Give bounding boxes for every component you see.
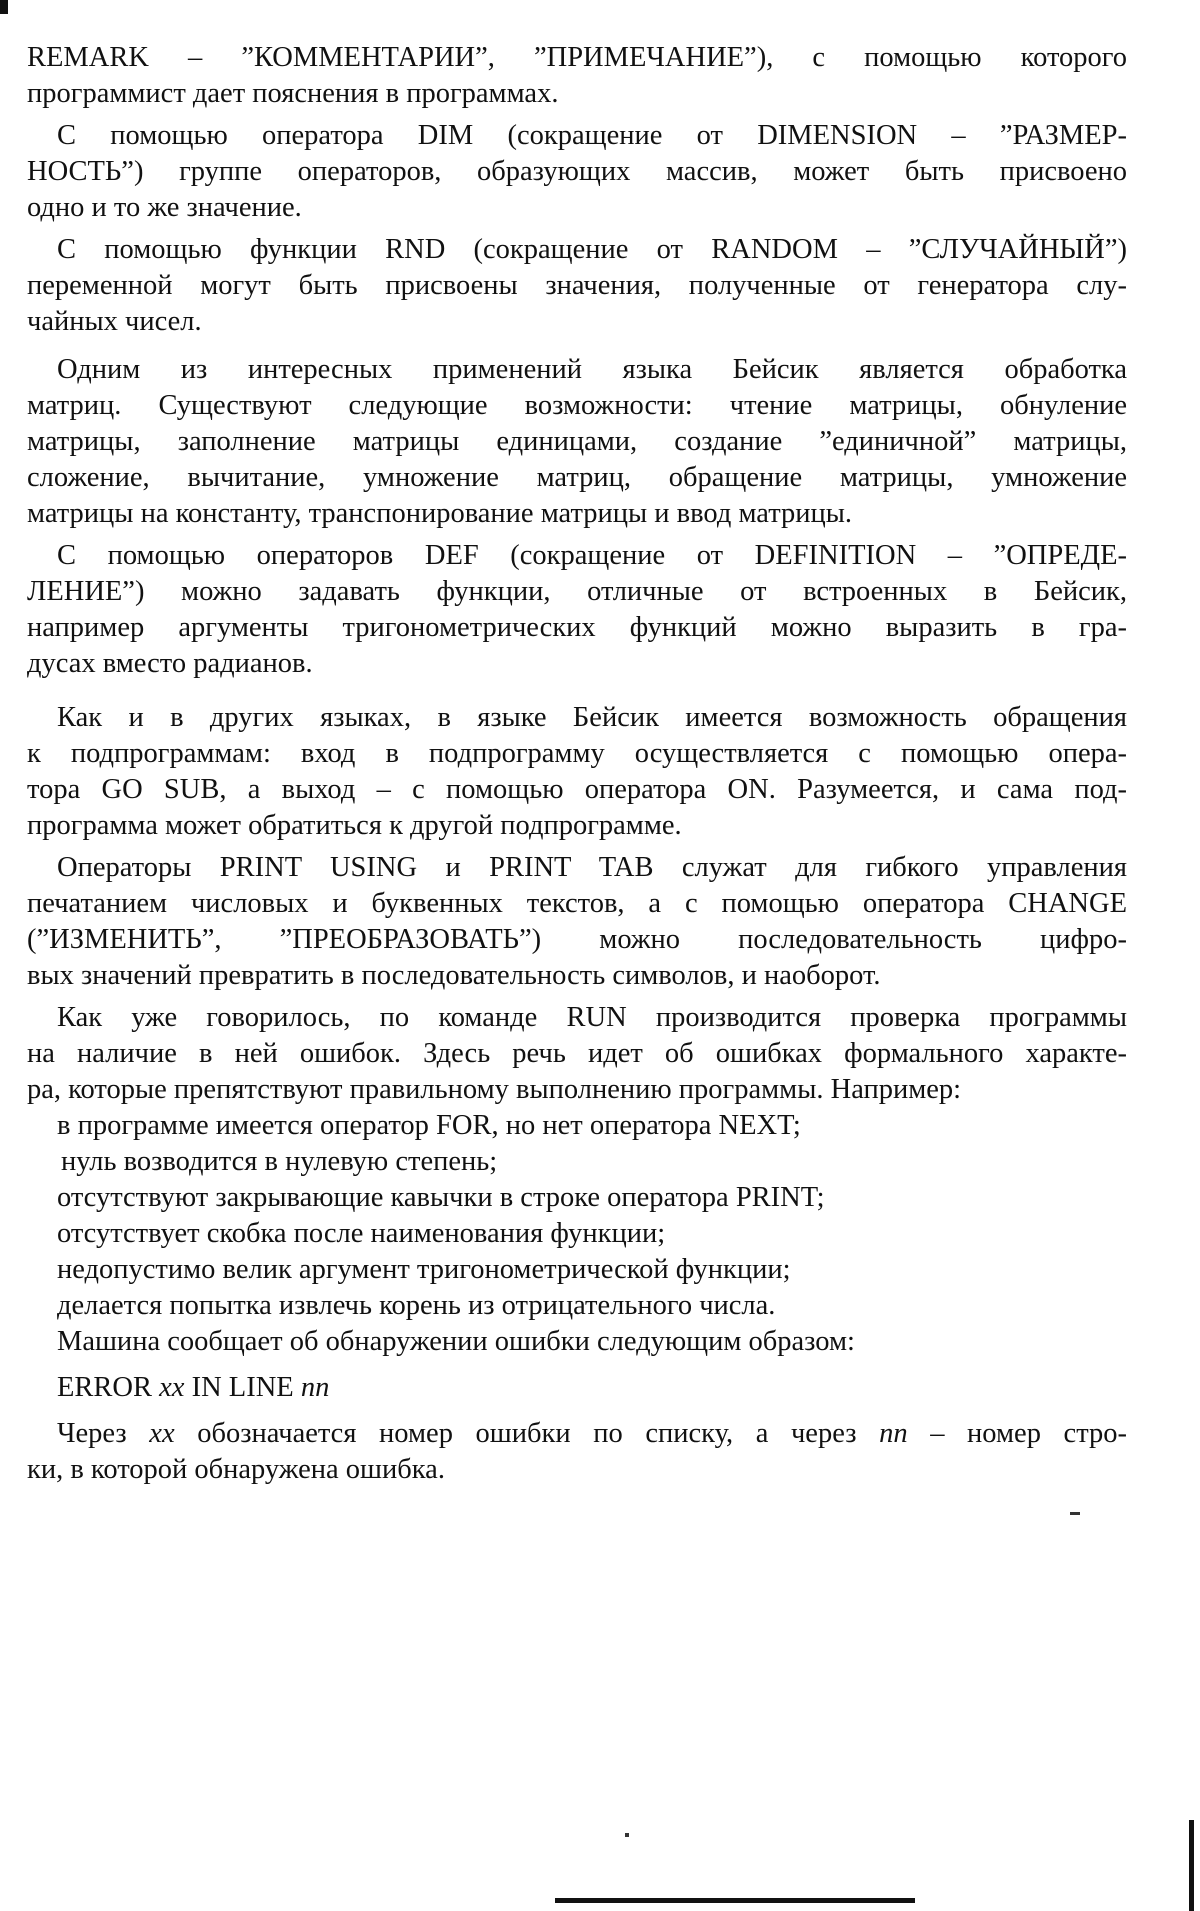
paragraph-remark xyxy=(27,40,1127,112)
scan-speck xyxy=(1070,1512,1080,1515)
document-page xyxy=(27,40,1127,1488)
code-prefix: ERROR xyxy=(57,1372,160,1403)
text-fragment-xx: xx xyxy=(149,1418,175,1449)
text-line: к подпрограммам: вход в подпрограмму осуществляется с помощью опера- xyxy=(27,738,1127,769)
text-line: Одним из интересных применений языка Бейсик является обработка xyxy=(57,354,1127,385)
text-line: ЛЕНИЕ”) можно задавать функции, отличные от встроенных в Бейсик, xyxy=(27,576,1127,607)
list-item: отсутствуют закрывающие кавычки в строке оператора PRINT; xyxy=(57,1182,825,1213)
text-line: НОСТЬ”) группе операторов, образующих массив, может быть присвоено xyxy=(27,156,1127,187)
code-xx: xx xyxy=(159,1372,185,1403)
paragraph-def xyxy=(27,538,1127,682)
text-line: одно и то же значение. xyxy=(27,192,302,223)
text-line: чайных чисел. xyxy=(27,306,202,337)
list-item: недопустимо велик аргумент тригонометрической функции; xyxy=(57,1254,791,1285)
scan-speck xyxy=(625,1833,629,1837)
list-item: отсутствует скобка после наименования функции; xyxy=(57,1218,666,1249)
text-line: программа может обратиться к другой подпрограмме. xyxy=(27,810,682,841)
paragraph-final xyxy=(27,1416,1127,1488)
paragraph-run-errors xyxy=(27,1000,1127,1108)
scan-corner-mark xyxy=(0,0,8,14)
text-line: Операторы PRINT USING и PRINT TAB служат для гибкого управления xyxy=(57,852,1127,883)
text-line: С помощью оператора DIM (сокращение от DIMENSION – ”РАЗМЕР- xyxy=(57,120,1127,151)
text-line: Как уже говорилось, по команде RUN производится проверка программы xyxy=(57,1002,1127,1033)
list-item: Машина сообщает об обнаружении ошибки следующим образом: xyxy=(57,1326,855,1357)
text-line: матрицы, заполнение матрицы единицами, создание ”единичной” матрицы, xyxy=(27,426,1127,457)
text-line: вых значений превратить в последовательность символов, и наоборот. xyxy=(27,960,881,991)
text-line: REMARK – ”КОММЕНТАРИИ”, ”ПРИМЕЧАНИЕ”), с помощью которого xyxy=(27,42,1127,73)
error-list xyxy=(27,1108,1127,1360)
text-fragment: обозначается номер ошибки по списку, а через xyxy=(174,1418,880,1449)
text-line: Как и в других языках, в языке Бейсик имеется возможность обращения xyxy=(57,702,1127,733)
text-line: сложение, вычитание, умножение матриц, обращение матрицы, умножение xyxy=(27,462,1127,493)
text-line: ра, которые препятствуют правильному выполнению программы. Например: xyxy=(27,1074,962,1105)
code-middle: IN LINE xyxy=(184,1372,301,1403)
text-fragment-nn: nn xyxy=(879,1418,908,1449)
text-line: переменной могут быть присвоены значения, полученные от генератора слу- xyxy=(27,270,1127,301)
code-nn: nn xyxy=(300,1372,330,1403)
paragraph-print xyxy=(27,850,1127,994)
list-item: делается попытка извлечь корень из отрицательного числа. xyxy=(57,1290,776,1321)
text-line: (”ИЗМЕНИТЬ”, ”ПРЕОБРАЗОВАТЬ”) можно последовательность цифро- xyxy=(27,924,1127,955)
paragraph-rnd xyxy=(27,232,1127,340)
text-line: ки, в которой обнаружена ошибка. xyxy=(27,1454,445,1485)
list-item: в программе имеется оператор FOR, но нет оператора NEXT; xyxy=(57,1110,801,1141)
text-line: на наличие в ней ошибок. Здесь речь идет об ошибках формального характе- xyxy=(27,1038,1127,1069)
paragraph-subroutines xyxy=(27,700,1127,844)
text-line: например аргументы тригонометрических функций можно выразить в гра- xyxy=(27,612,1127,643)
text-line: С помощью функции RND (сокращение от RANDOM – ”СЛУЧАЙНЫЙ”) xyxy=(57,234,1127,265)
error-format-code xyxy=(27,1370,1127,1406)
text-line xyxy=(27,1416,1127,1452)
text-line: тора GO SUB, а выход – с помощью оператора ON. Разумеется, и сама под- xyxy=(27,774,1127,805)
text-line: матриц. Существуют следующие возможности: чтение матрицы, обнуление xyxy=(27,390,1127,421)
text-line: печатанием числовых и буквенных текстов, а с помощью оператора CHANGE xyxy=(27,888,1127,919)
list-item: нуль возводится в нулевую степень; xyxy=(61,1146,498,1177)
text-fragment: – номер стро- xyxy=(907,1418,1128,1449)
text-line: матрицы на константу, транспонирование матрицы и ввод матрицы. xyxy=(27,498,853,529)
scan-right-edge xyxy=(1189,1820,1194,1911)
paragraph-matrix xyxy=(27,352,1127,532)
scan-bottom-edge xyxy=(555,1898,915,1903)
paragraph-dim xyxy=(27,118,1127,226)
text-fragment: Через xyxy=(57,1418,150,1449)
text-line: программист дает пояснения в программах. xyxy=(27,78,559,109)
text-line: дусах вместо радианов. xyxy=(27,648,313,679)
text-line: С помощью операторов DEF (сокращение от DEFINITION – ”ОПРЕДЕ- xyxy=(57,540,1127,571)
